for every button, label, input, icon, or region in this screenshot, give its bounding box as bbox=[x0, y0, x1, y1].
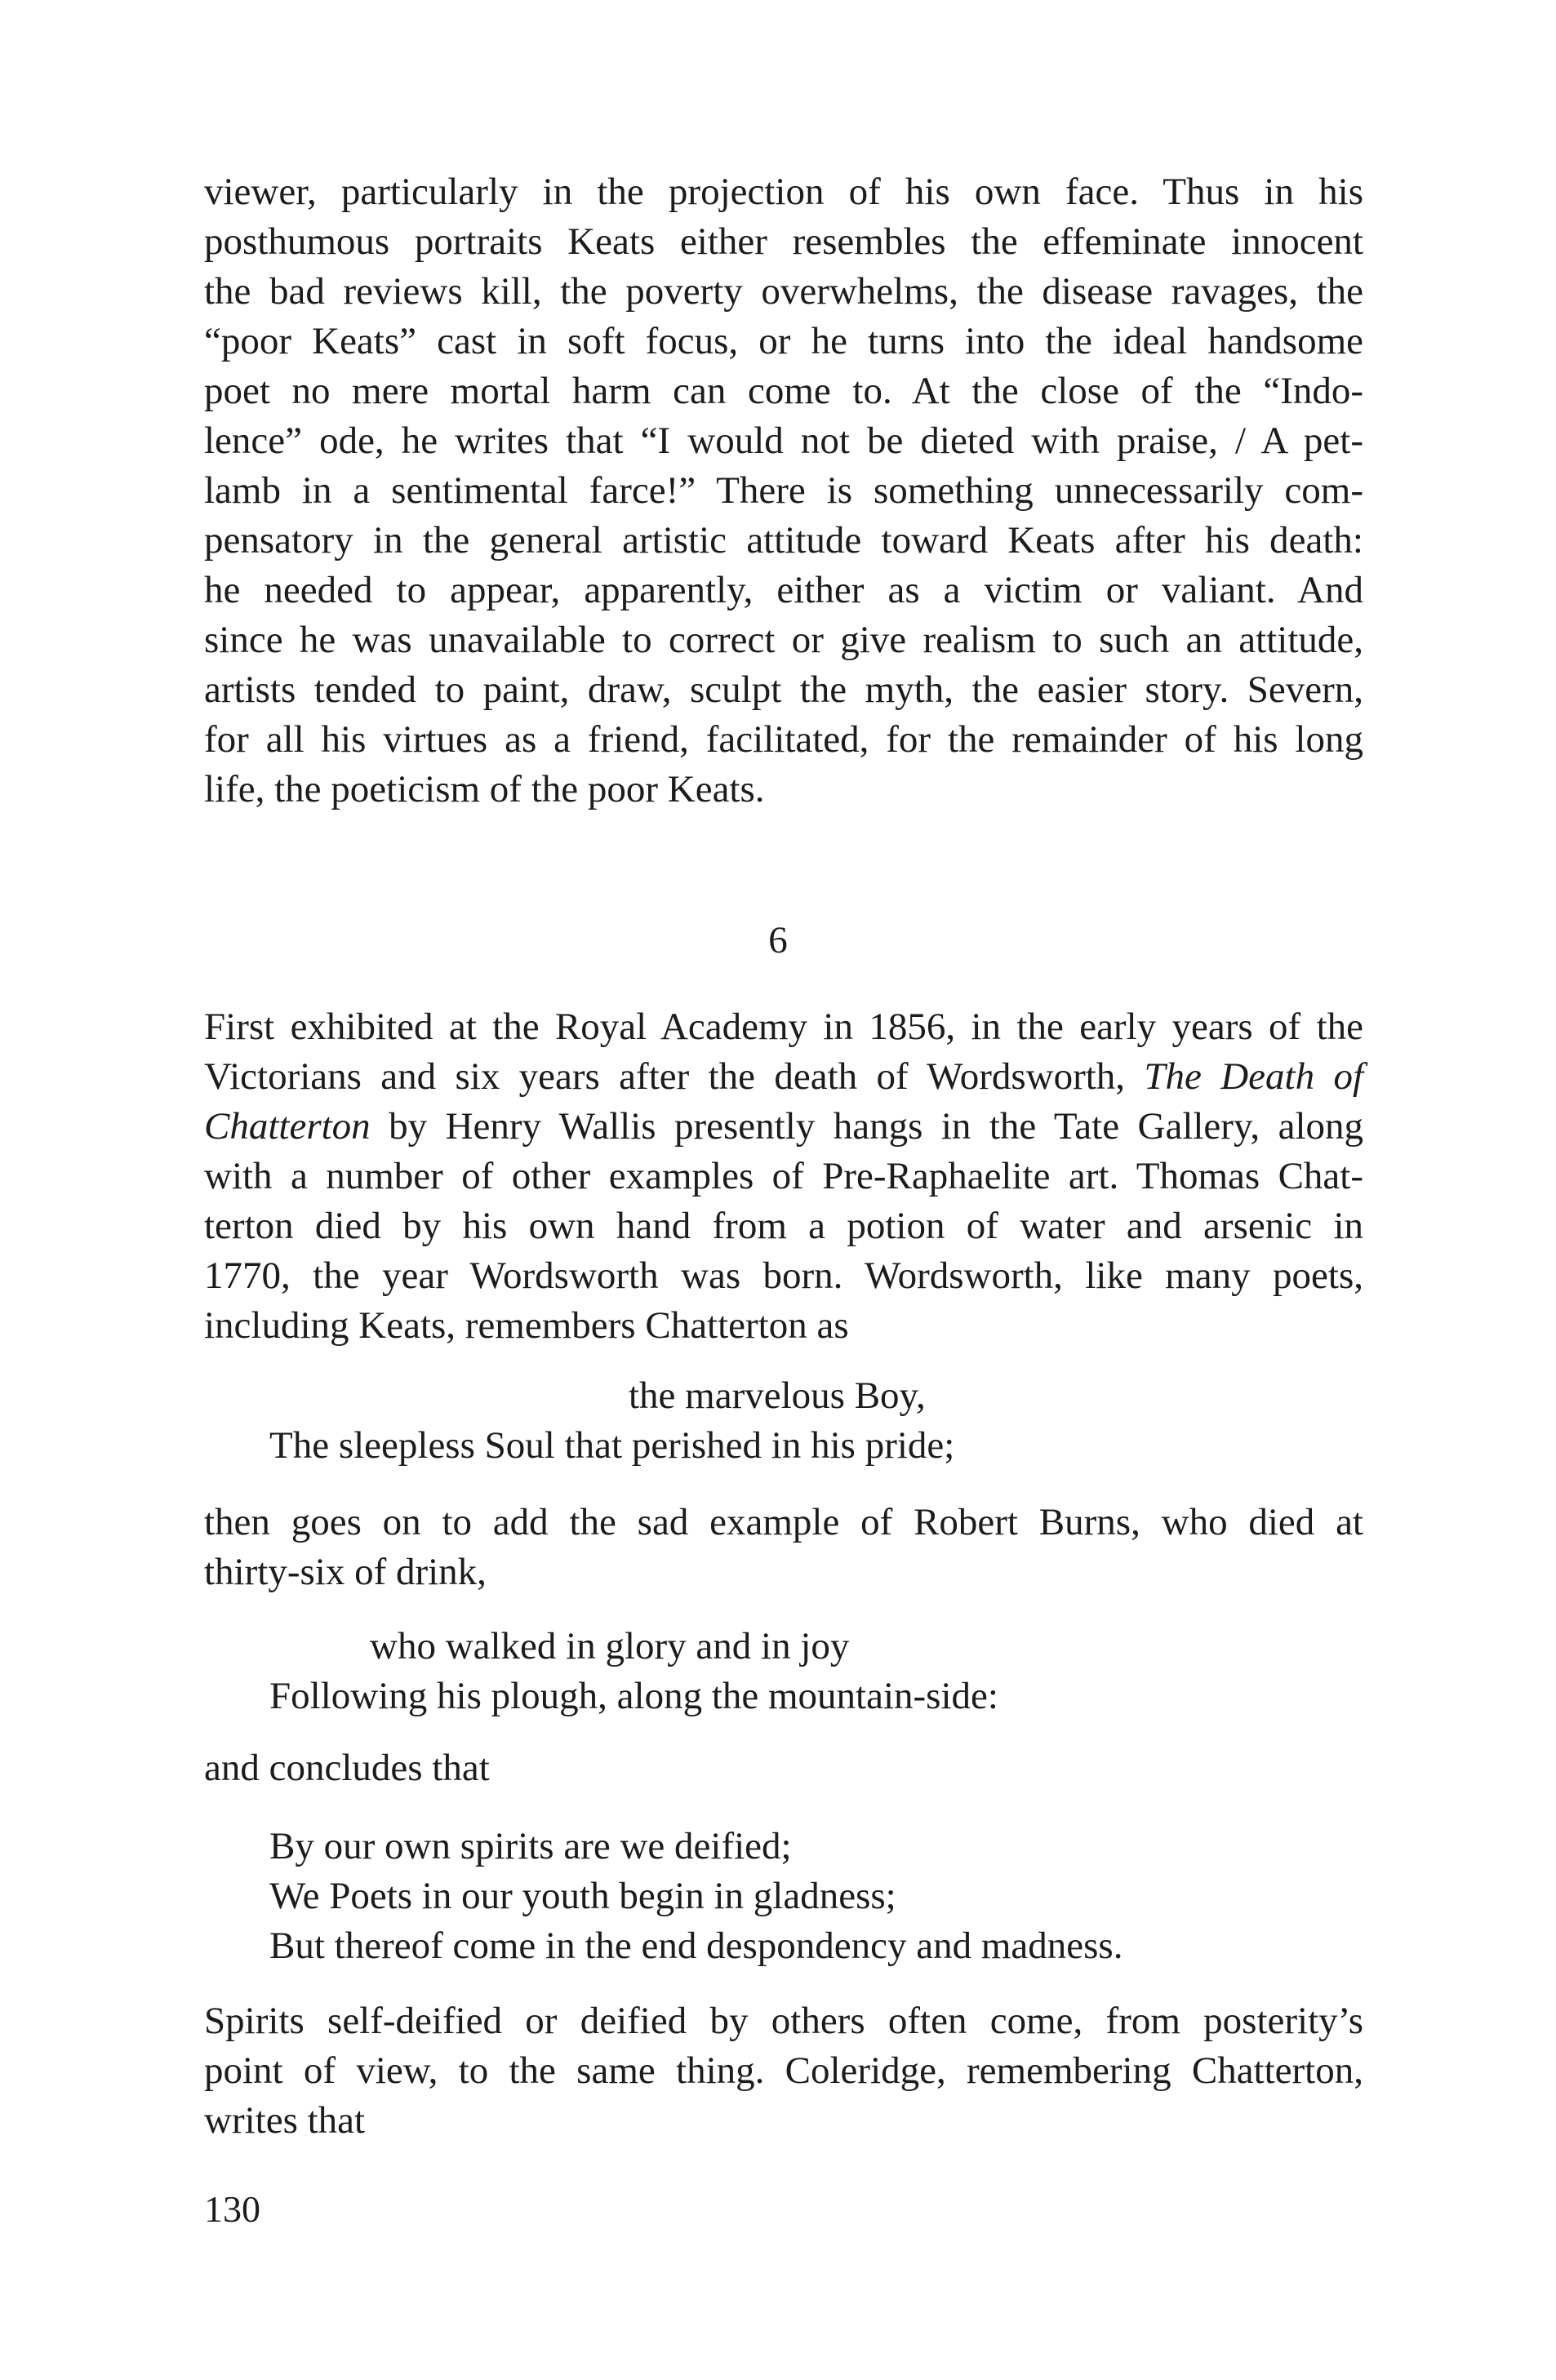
paragraph-keats-portraits bbox=[204, 167, 1363, 815]
verse-line: The sleepless Soul that perished in his pride; bbox=[269, 1424, 955, 1467]
verse-line: who walked in glory and in joy bbox=[370, 1625, 850, 1667]
text-line: for all his virtues as a friend, facilitated, for the remainder of his long bbox=[204, 718, 1363, 761]
verse-line: By our own spirits are we deified; bbox=[269, 1825, 792, 1867]
text-line: the bad reviews kill, the poverty overwhelms, the disease ravages, the bbox=[204, 270, 1363, 313]
text-line: posthumous portraits Keats either resembles the effeminate innocent bbox=[204, 220, 1363, 263]
text-line: poet no mere mortal harm can come to. At the close of the “Indo- bbox=[204, 370, 1363, 412]
text-line: viewer, particularly in the projection of his own face. Thus in his bbox=[204, 171, 1363, 213]
text-line: and concludes that bbox=[204, 1747, 490, 1789]
quote-wordsworth-chatterton bbox=[269, 1371, 954, 1471]
quote-wordsworth-poets bbox=[269, 1822, 1123, 1971]
text-run: by Henry Wallis presently hangs in the Tate Gallery, along bbox=[389, 1105, 1364, 1148]
text-line: writes that bbox=[204, 2099, 366, 2142]
text-line: artists tended to paint, draw, sculpt the myth, the easier story. Severn, bbox=[204, 668, 1363, 711]
text-line: “poor Keats” cast in soft focus, or he turns into the ideal handsome bbox=[204, 320, 1363, 362]
text-line: since he was unavailable to correct or give realism to such an attitude, bbox=[204, 619, 1363, 661]
artwork-title: The Death of bbox=[1144, 1055, 1364, 1098]
text-line: life, the poeticism of the poor Keats. bbox=[204, 768, 765, 810]
paragraph-robert-burns bbox=[204, 1498, 1363, 1597]
text-line: lamb in a sentimental farce!” There is something unnecessarily com- bbox=[204, 469, 1363, 512]
text-line: 1770, the year Wordsworth was born. Wordsworth, like many poets, bbox=[204, 1254, 1363, 1297]
verse-line: But thereof come in the end despondency and madness. bbox=[269, 1925, 1123, 1967]
text-line: thirty-six of drink, bbox=[204, 1551, 487, 1593]
text-run: Victorians and six years after the death of Wordsworth, bbox=[204, 1055, 1126, 1098]
verse-line: the marvelous Boy, bbox=[629, 1374, 926, 1417]
page-number: 130 bbox=[204, 2188, 260, 2230]
text-line bbox=[204, 1052, 1363, 1102]
text-line: he needed to appear, apparently, either as a victim or valiant. And bbox=[204, 569, 1363, 611]
text-line: Spirits self-deified or deified by others often come, from posterity’s bbox=[204, 2000, 1363, 2042]
verse-line: Following his plough, along the mountain-side: bbox=[269, 1675, 998, 1717]
text-line: terton died by his own hand from a potion of water and arsenic in bbox=[204, 1205, 1363, 1247]
verse-line: We Poets in our youth begin in gladness; bbox=[269, 1875, 896, 1917]
section-number: 6 bbox=[768, 919, 788, 961]
paragraph-spirits-self-deified bbox=[204, 1996, 1363, 2146]
quote-wordsworth-burns bbox=[269, 1622, 998, 1721]
text-line: with a number of other examples of Pre-Raphaelite art. Thomas Chat- bbox=[204, 1155, 1363, 1197]
text-line: point of view, to the same thing. Coleridge, remembering Chatterton, bbox=[204, 2049, 1363, 2092]
paragraph-death-of-chatterton bbox=[204, 1002, 1363, 1351]
text-line: including Keats, remembers Chatterton as bbox=[204, 1304, 849, 1347]
text-line bbox=[204, 1102, 1363, 1152]
text-line: then goes on to add the sad example of Robert Burns, who died at bbox=[204, 1501, 1363, 1543]
text-line: First exhibited at the Royal Academy in 1856, in the early years of the bbox=[204, 1006, 1363, 1048]
text-line: lence” ode, he writes that “I would not be dieted with praise, / A pet- bbox=[204, 420, 1363, 462]
paragraph-concludes bbox=[204, 1743, 1363, 1793]
text-line: pensatory in the general artistic attitude toward Keats after his death: bbox=[204, 519, 1363, 562]
artwork-title: Chatterton bbox=[204, 1105, 371, 1148]
